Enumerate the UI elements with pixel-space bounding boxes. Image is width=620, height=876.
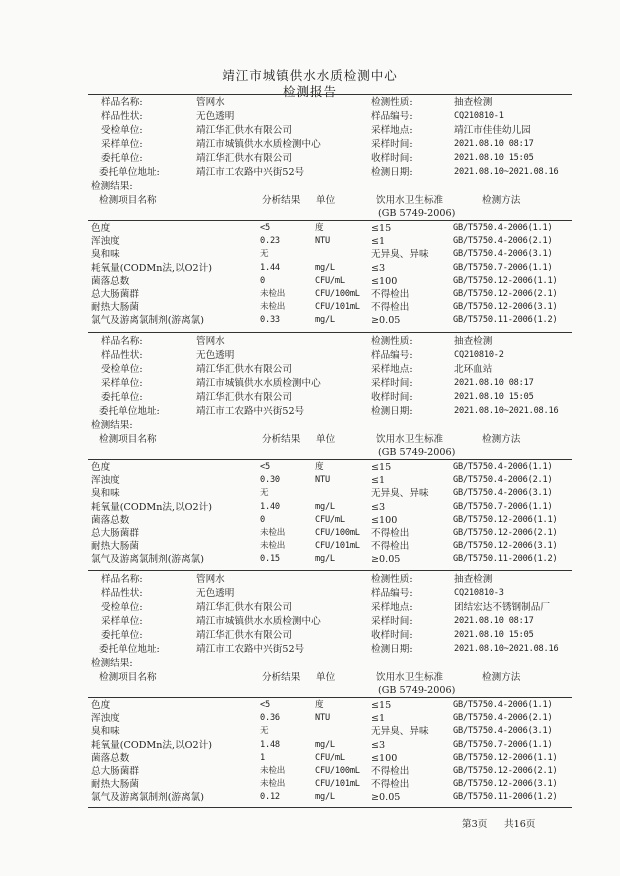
test-method: GB/T5750.7-2006(1.1) (453, 501, 553, 512)
sampling-unit-label: 采样单位: (101, 139, 143, 150)
info-row (0, 96, 620, 109)
test-method: GB/T5750.11-2006(1.2) (453, 315, 558, 326)
test-method: GB/T5750.12-2006(1.1) (453, 752, 558, 763)
table-row (0, 222, 620, 235)
report-title: 靖江市城镇供水水质检测中心 (222, 68, 398, 83)
unit: CFU/101mL (315, 302, 360, 313)
standard-limit: ≥0.05 (371, 554, 401, 566)
table-row (0, 248, 620, 261)
test-method: GB/T5750.4-2006(3.1) (453, 488, 553, 499)
column-header-standard-sub: (GB 5749-2006) (378, 208, 456, 219)
results-heading (0, 419, 620, 432)
sample-id-value: CQ210810-1 (454, 111, 504, 121)
unit: NTU (315, 713, 330, 724)
analysis-result: 0.30 (260, 475, 280, 486)
analysis-result: <5 (260, 462, 270, 472)
unit: CFU/101mL (315, 541, 360, 552)
standard-limit: 无异臭、异味 (371, 488, 429, 500)
standard-limit: ≤3 (371, 501, 386, 513)
standard-limit: ≤100 (371, 275, 398, 287)
item-name: 浑浊度 (91, 475, 120, 487)
client-address-label: 委托单位地址: (99, 167, 160, 178)
item-name: 耐热大肠菌 (91, 541, 139, 553)
column-header-result: 分析结果 (262, 195, 301, 206)
item-name: 总大肠菌群 (91, 289, 139, 300)
inspected-unit-label: 受检单位: (101, 364, 143, 375)
sampling-site-label: 采样地点: (371, 364, 413, 375)
info-row (0, 405, 620, 418)
table-row (0, 527, 620, 540)
sample-property-label: 样品性状: (101, 588, 143, 599)
client-unit-label: 委托单位: (101, 153, 143, 164)
standard-limit: 不得检出 (371, 528, 410, 539)
column-header-unit: 单位 (316, 434, 336, 445)
test-method: GB/T5750.4-2006(3.1) (453, 726, 553, 737)
info-row (0, 124, 620, 137)
unit: mg/L (315, 501, 335, 512)
inspected-unit-value: 靖江华汇供水有限公司 (196, 364, 292, 375)
standard-limit: 无异臭、异味 (371, 249, 429, 261)
column-header-standard: 饮用水卫生标准 (376, 195, 444, 206)
analysis-result: 1.48 (260, 739, 280, 750)
results-heading (0, 180, 620, 193)
test-method: GB/T5750.4-2006(1.1) (453, 223, 553, 233)
item-name: 臭和味 (91, 249, 120, 261)
sampling-time-value: 2021.08.10 08:17 (454, 616, 534, 626)
analysis-result: 无 (260, 249, 269, 260)
analysis-result: 0.36 (260, 713, 280, 724)
column-header-result: 分析结果 (262, 672, 301, 683)
table-row (0, 752, 620, 765)
page-number: 第3页 (462, 819, 488, 830)
table-row (0, 501, 620, 514)
column-header-unit: 单位 (316, 195, 336, 206)
analysis-result: 0.33 (260, 315, 280, 326)
unit: 度 (315, 223, 324, 233)
test-method: GB/T5750.4-2006(2.1) (453, 713, 553, 724)
sampling-site-label: 采样地点: (371, 125, 413, 136)
item-name: 浑浊度 (91, 713, 120, 725)
table-row (0, 262, 620, 275)
standard-limit: 不得检出 (371, 541, 410, 553)
sample-name-label: 样品名称: (101, 336, 143, 347)
test-method: GB/T5750.12-2006(1.1) (453, 275, 558, 286)
analysis-result: 1.44 (260, 262, 280, 273)
table-row (0, 540, 620, 553)
test-method: GB/T5750.12-2006(1.1) (453, 514, 558, 525)
test-nature-value: 抽查检测 (454, 574, 493, 585)
standard-limit: 不得检出 (371, 302, 410, 314)
test-method: GB/T5750.4-2006(2.1) (453, 236, 553, 247)
sample-property-value: 无色透明 (196, 350, 235, 361)
table-row (0, 712, 620, 725)
test-method: GB/T5750.4-2006(1.1) (453, 700, 553, 710)
analysis-result: 无 (260, 726, 269, 737)
test-nature-label: 检测性质: (371, 336, 413, 347)
item-name: 总大肠菌群 (91, 766, 139, 777)
info-row (0, 587, 620, 600)
info-row (0, 152, 620, 165)
sample-name-value: 管网水 (196, 336, 225, 347)
standard-limit: ≤1 (371, 475, 386, 487)
analysis-result: 1.40 (260, 501, 280, 512)
sample-name-label: 样品名称: (101, 574, 143, 585)
sampling-unit-value: 靖江市城镇供水水质检测中心 (196, 378, 321, 389)
table-row (0, 791, 620, 804)
column-header-result: 分析结果 (262, 434, 301, 445)
table-header-rule (88, 459, 572, 460)
analysis-result: 未检出 (260, 779, 286, 790)
receive-time-label: 收样时间: (371, 630, 413, 641)
test-method: GB/T5750.12-2006(3.1) (453, 541, 558, 552)
standard-limit: ≤15 (371, 700, 392, 711)
sampling-unit-label: 采样单位: (101, 378, 143, 389)
client-address-value: 靖江市工农路中兴街52号 (196, 644, 305, 655)
inspected-unit-label: 受检单位: (101, 602, 143, 613)
sampling-time-value: 2021.08.10 08:17 (454, 378, 534, 388)
item-name: 耐热大肠菌 (91, 302, 139, 314)
standard-limit: ≥0.05 (371, 792, 401, 804)
results-label: 检测结果: (91, 658, 133, 669)
sampling-site-value: 北环血站 (454, 364, 493, 375)
standard-limit: ≥0.05 (371, 315, 401, 327)
sampling-unit-value: 靖江市城镇供水水质检测中心 (196, 616, 321, 627)
table-row (0, 288, 620, 301)
test-method: GB/T5750.7-2006(1.1) (453, 739, 553, 750)
table-row (0, 487, 620, 500)
info-row (0, 110, 620, 123)
table-header-row (0, 194, 620, 207)
standard-limit: 不得检出 (371, 766, 410, 777)
column-header-method: 检测方法 (482, 434, 521, 445)
unit: mg/L (315, 792, 335, 803)
standard-limit: ≤1 (371, 713, 386, 725)
test-method: GB/T5750.12-2006(3.1) (453, 779, 558, 790)
info-row (0, 601, 620, 614)
analysis-result: 1 (260, 752, 265, 763)
unit: mg/L (315, 739, 335, 750)
table-row (0, 514, 620, 527)
table-row (0, 235, 620, 248)
unit: CFU/101mL (315, 779, 360, 790)
unit: mg/L (315, 262, 335, 273)
test-method: GB/T5750.4-2006(3.1) (453, 249, 553, 260)
test-method: GB/T5750.12-2006(3.1) (453, 302, 558, 313)
section-top-rule (88, 332, 572, 333)
test-date-value: 2021.08.10~2021.08.16 (454, 644, 559, 654)
table-row (0, 725, 620, 738)
client-unit-value: 靖江华汇供水有限公司 (196, 153, 292, 164)
table-row (0, 314, 620, 327)
info-row (0, 166, 620, 179)
table-row (0, 778, 620, 791)
item-name: 耗氧量(CODMn法,以O2计) (91, 262, 212, 274)
item-name: 浑浊度 (91, 236, 120, 248)
analysis-result: 未检出 (260, 541, 286, 552)
sample-property-value: 无色透明 (196, 588, 235, 599)
analysis-result: 0.12 (260, 792, 280, 803)
standard-limit: ≤15 (371, 462, 392, 473)
item-name: 臭和味 (91, 488, 120, 500)
results-label: 检测结果: (91, 420, 133, 431)
sampling-site-value: 靖江市佳佳幼儿园 (454, 125, 531, 136)
analysis-result: 未检出 (260, 766, 286, 776)
info-row (0, 629, 620, 642)
sampling-time-label: 采样时间: (371, 616, 413, 627)
sampling-time-label: 采样时间: (371, 378, 413, 389)
column-header-method: 检测方法 (482, 672, 521, 683)
unit: NTU (315, 475, 330, 486)
info-row (0, 335, 620, 348)
sampling-site-value: 团结宏达不锈钢制品厂 (454, 602, 550, 613)
client-unit-value: 靖江华汇供水有限公司 (196, 392, 292, 403)
receive-time-value: 2021.08.10 15:05 (454, 630, 534, 640)
unit: CFU/mL (315, 752, 345, 763)
item-name: 臭和味 (91, 726, 120, 738)
info-row (0, 363, 620, 376)
test-nature-value: 抽查检测 (454, 336, 493, 347)
test-date-label: 检测日期: (371, 167, 413, 178)
unit: 度 (315, 700, 324, 710)
item-name: 氯气及游离氯制剂(游离氯) (91, 315, 205, 327)
client-unit-label: 委托单位: (101, 392, 143, 403)
receive-time-value: 2021.08.10 15:05 (454, 392, 534, 402)
standard-limit: ≤15 (371, 223, 392, 234)
sample-id-label: 样品编号: (371, 588, 413, 599)
unit: mg/L (315, 554, 335, 565)
table-header-subrow (0, 207, 620, 220)
table-header-rule (88, 697, 572, 698)
unit: mg/L (315, 315, 335, 326)
sampling-unit-value: 靖江市城镇供水水质检测中心 (196, 139, 321, 150)
test-method: GB/T5750.4-2006(1.1) (453, 462, 553, 472)
item-name: 氯气及游离氯制剂(游离氯) (91, 554, 205, 566)
sample-id-label: 样品编号: (371, 350, 413, 361)
info-row (0, 138, 620, 151)
column-header-standard: 饮用水卫生标准 (376, 434, 444, 445)
analysis-result: 无 (260, 488, 269, 499)
standard-limit: 不得检出 (371, 779, 410, 791)
column-header-item: 检测项目名称 (99, 195, 157, 206)
section-top-rule (88, 94, 572, 95)
column-header-method: 检测方法 (482, 195, 521, 206)
sample-id-label: 样品编号: (371, 111, 413, 122)
analysis-result: 0.15 (260, 554, 280, 565)
analysis-result: 未检出 (260, 302, 286, 313)
item-name: 总大肠菌群 (91, 528, 139, 539)
item-name: 耗氧量(CODMn法,以O2计) (91, 501, 212, 513)
analysis-result: 未检出 (260, 528, 286, 538)
page-footer (0, 818, 620, 831)
standard-limit: ≤100 (371, 514, 398, 526)
sample-property-label: 样品性状: (101, 350, 143, 361)
table-row (0, 461, 620, 474)
item-name: 色度 (91, 700, 111, 711)
test-date-label: 检测日期: (371, 644, 413, 655)
sample-name-value: 管网水 (196, 574, 225, 585)
item-name: 菌落总数 (91, 752, 130, 764)
receive-time-label: 收样时间: (371, 153, 413, 164)
test-method: GB/T5750.11-2006(1.2) (453, 554, 558, 565)
test-method: GB/T5750.12-2006(2.1) (453, 766, 558, 776)
standard-limit: ≤3 (371, 739, 386, 751)
test-method: GB/T5750.12-2006(2.1) (453, 289, 558, 299)
table-row (0, 739, 620, 752)
analysis-result: 0.23 (260, 236, 280, 247)
sample-id-value: CQ210810-3 (454, 588, 504, 598)
report-bottom-rule (88, 807, 572, 808)
info-row (0, 615, 620, 628)
sampling-site-label: 采样地点: (371, 602, 413, 613)
inspected-unit-value: 靖江华汇供水有限公司 (196, 602, 292, 613)
unit: CFU/100mL (315, 289, 360, 299)
item-name: 氯气及游离氯制剂(游离氯) (91, 792, 205, 804)
page-total: 共16页 (504, 819, 536, 830)
report-subtitle: 检测报告 (282, 84, 337, 99)
sample-property-value: 无色透明 (196, 111, 235, 122)
item-name: 色度 (91, 462, 111, 473)
unit: CFU/mL (315, 275, 345, 286)
standard-limit: ≤1 (371, 236, 386, 248)
unit: CFU/100mL (315, 766, 360, 776)
info-row (0, 391, 620, 404)
sample-id-value: CQ210810-2 (454, 350, 504, 360)
standard-limit: ≤100 (371, 752, 398, 764)
table-row (0, 275, 620, 288)
unit: CFU/100mL (315, 528, 360, 538)
results-label: 检测结果: (91, 181, 133, 192)
unit: CFU/mL (315, 514, 345, 525)
info-row (0, 377, 620, 390)
column-header-standard: 饮用水卫生标准 (376, 672, 444, 683)
client-unit-value: 靖江华汇供水有限公司 (196, 630, 292, 641)
sampling-time-value: 2021.08.10 08:17 (454, 139, 534, 149)
table-header-row (0, 433, 620, 446)
column-header-unit: 单位 (316, 672, 336, 683)
table-row (0, 765, 620, 778)
inspected-unit-label: 受检单位: (101, 125, 143, 136)
table-header-subrow (0, 684, 620, 697)
test-method: GB/T5750.4-2006(2.1) (453, 475, 553, 486)
receive-time-label: 收样时间: (371, 392, 413, 403)
standard-limit: 不得检出 (371, 289, 410, 300)
table-header-subrow (0, 446, 620, 459)
sampling-time-label: 采样时间: (371, 139, 413, 150)
column-header-item: 检测项目名称 (99, 434, 157, 445)
section-top-rule (88, 570, 572, 571)
info-row (0, 643, 620, 656)
test-nature-label: 检测性质: (371, 574, 413, 585)
results-heading (0, 657, 620, 670)
table-row (0, 301, 620, 314)
unit: 度 (315, 462, 324, 472)
sample-property-label: 样品性状: (101, 111, 143, 122)
sample-name-label: 样品名称: (101, 97, 143, 108)
item-name: 菌落总数 (91, 514, 130, 526)
unit: NTU (315, 236, 330, 247)
column-header-item: 检测项目名称 (99, 672, 157, 683)
item-name: 耗氧量(CODMn法,以O2计) (91, 739, 212, 751)
client-address-label: 委托单位地址: (99, 644, 160, 655)
analysis-result: 0 (260, 275, 265, 286)
column-header-standard-sub: (GB 5749-2006) (378, 685, 456, 696)
table-row (0, 474, 620, 487)
item-name: 菌落总数 (91, 275, 130, 287)
test-method: GB/T5750.11-2006(1.2) (453, 792, 558, 803)
standard-limit: ≤3 (371, 262, 386, 274)
sample-name-value: 管网水 (196, 97, 225, 108)
table-row (0, 553, 620, 566)
test-date-value: 2021.08.10~2021.08.16 (454, 406, 559, 416)
client-address-value: 靖江市工农路中兴街52号 (196, 406, 305, 417)
table-row (0, 699, 620, 712)
table-header-rule (88, 220, 572, 221)
sampling-unit-label: 采样单位: (101, 616, 143, 627)
client-address-value: 靖江市工农路中兴街52号 (196, 167, 305, 178)
analysis-result: 未检出 (260, 289, 286, 299)
item-name: 色度 (91, 223, 111, 234)
test-method: GB/T5750.12-2006(2.1) (453, 528, 558, 538)
analysis-result: <5 (260, 700, 270, 710)
client-unit-label: 委托单位: (101, 630, 143, 641)
client-address-label: 委托单位地址: (99, 406, 160, 417)
table-header-row (0, 671, 620, 684)
test-method: GB/T5750.7-2006(1.1) (453, 262, 553, 273)
receive-time-value: 2021.08.10 15:05 (454, 153, 534, 163)
info-row (0, 349, 620, 362)
standard-limit: 无异臭、异味 (371, 726, 429, 738)
analysis-result: <5 (260, 223, 270, 233)
analysis-result: 0 (260, 514, 265, 525)
test-nature-label: 检测性质: (371, 97, 413, 108)
test-nature-value: 抽查检测 (454, 97, 493, 108)
item-name: 耐热大肠菌 (91, 779, 139, 791)
info-row (0, 573, 620, 586)
test-date-label: 检测日期: (371, 406, 413, 417)
inspected-unit-value: 靖江华汇供水有限公司 (196, 125, 292, 136)
test-date-value: 2021.08.10~2021.08.16 (454, 167, 559, 177)
column-header-standard-sub: (GB 5749-2006) (378, 447, 456, 458)
